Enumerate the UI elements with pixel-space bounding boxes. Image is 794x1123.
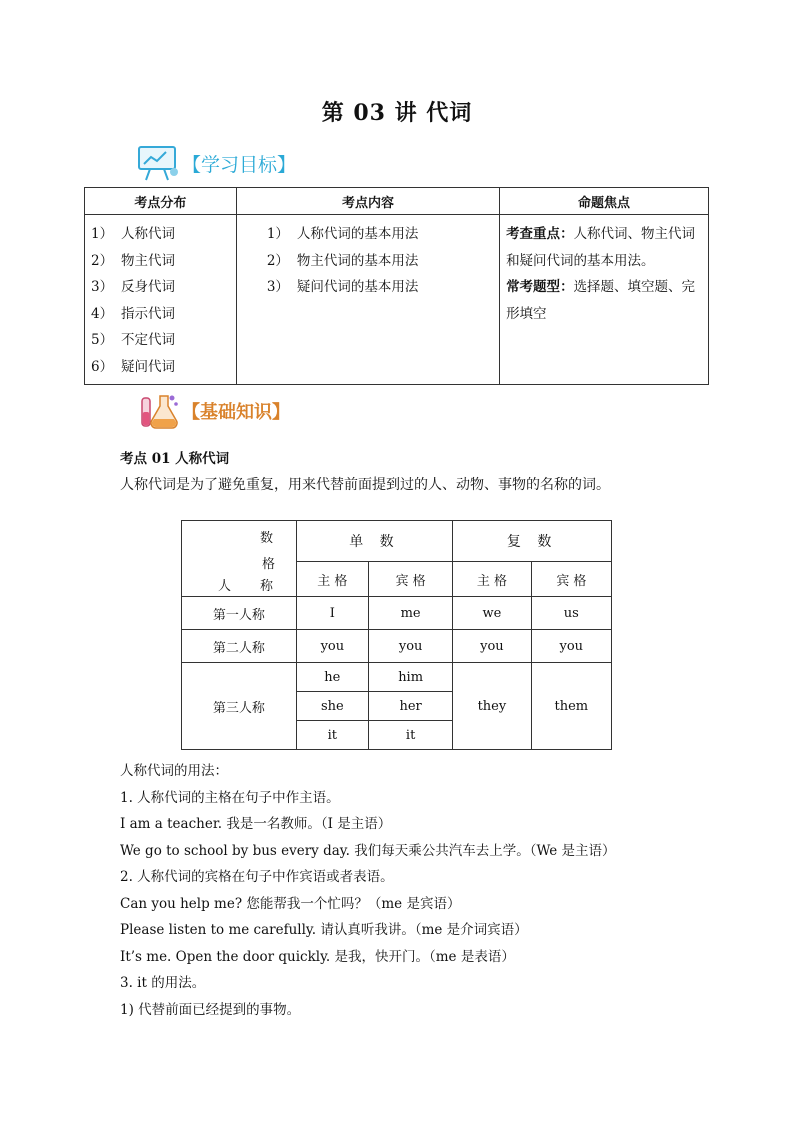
usage-line: 人称代词的用法： bbox=[120, 763, 228, 779]
table-cell: him bbox=[369, 663, 453, 692]
learning-goals-title: 【学习目标】 bbox=[182, 153, 297, 176]
row-label: 第二人称 bbox=[182, 630, 297, 663]
table-row bbox=[182, 597, 612, 630]
table-cell: her bbox=[369, 692, 453, 721]
table-cell: them bbox=[531, 663, 611, 750]
list-item: 1） 人称代词的基本用法 bbox=[266, 226, 419, 242]
focus-types: 常考题型：选择题、填空题、完形填空 bbox=[506, 279, 696, 322]
plural-subject-header: 主 格 bbox=[453, 562, 531, 597]
usage-line: 1) 代替前面已经提到的事物。 bbox=[120, 1001, 301, 1018]
page-title: 第 03 讲 代词 bbox=[321, 100, 473, 126]
table-cell: us bbox=[531, 597, 611, 630]
usage-text bbox=[120, 758, 616, 1023]
table-cell: they bbox=[453, 663, 531, 750]
usage-line: 2. 人称代词的宾格在句子中作宾语或者表语。 bbox=[120, 869, 394, 885]
table-row bbox=[182, 630, 612, 663]
goals-header-focus: 命题焦点 bbox=[500, 188, 709, 215]
corner-person-1: 人 bbox=[218, 578, 232, 594]
list-item: 2） 物主代词的基本用法 bbox=[266, 252, 419, 269]
row-label: 第三人称 bbox=[182, 663, 297, 750]
section-heading: 考点 01 人称代词 bbox=[120, 451, 230, 467]
plural-object-header: 宾 格 bbox=[531, 562, 611, 597]
focus-cell bbox=[500, 215, 709, 385]
list-item: 4） 指示代词 bbox=[91, 305, 175, 322]
corner-case: 格 bbox=[262, 556, 276, 572]
table-cell: you bbox=[531, 630, 611, 663]
usage-line: Can you help me? 您能帮我一个忙吗？（me 是宾语） bbox=[120, 895, 461, 912]
table-cell: you bbox=[453, 630, 531, 663]
learning-goals-banner bbox=[136, 144, 296, 182]
singular-header: 单 数 bbox=[296, 521, 453, 562]
goals-header-content: 考点内容 bbox=[236, 188, 499, 215]
table-cell: you bbox=[369, 630, 453, 663]
content-cell bbox=[236, 215, 499, 385]
goals-table bbox=[84, 187, 709, 385]
list-item: 3） 反身代词 bbox=[91, 279, 175, 295]
table-cell: he bbox=[296, 663, 368, 692]
table-cell: it bbox=[296, 721, 368, 750]
table-cell: you bbox=[296, 630, 368, 663]
basic-knowledge-banner bbox=[136, 392, 290, 430]
pronoun-table bbox=[181, 520, 612, 750]
table-cell: me bbox=[369, 597, 453, 630]
usage-line: It’s me. Open the door quickly. 是我，快开门。（me 是表语） bbox=[120, 948, 515, 965]
basic-knowledge-title: 【基础知识】 bbox=[182, 402, 290, 423]
usage-line: 3. it 的用法。 bbox=[120, 975, 206, 991]
row-label: 第一人称 bbox=[182, 597, 297, 630]
chemistry-flask-icon bbox=[136, 392, 180, 430]
list-item: 3） 疑问代词的基本用法 bbox=[266, 279, 419, 295]
goals-header-distribution: 考点分布 bbox=[85, 188, 237, 215]
list-item: 2） 物主代词 bbox=[91, 252, 175, 269]
list-item: 1） 人称代词 bbox=[91, 226, 175, 242]
singular-subject-header: 主 格 bbox=[296, 562, 368, 597]
table-cell: we bbox=[453, 597, 531, 630]
singular-object-header: 宾 格 bbox=[369, 562, 453, 597]
corner-cell bbox=[182, 521, 297, 597]
usage-line: I am a teacher. 我是一名教师。（I 是主语） bbox=[120, 816, 392, 832]
usage-line: We go to school by bus every day. 我们每天乘公共汽车去上学。（We 是主语） bbox=[120, 842, 616, 859]
table-row bbox=[182, 663, 612, 692]
section-intro: 人称代词是为了避免重复，用来代替前面提到过的人、动物、事物的名称的词。 bbox=[120, 477, 610, 493]
corner-number: 数 bbox=[260, 530, 274, 546]
table-cell: she bbox=[296, 692, 368, 721]
table-cell: I bbox=[296, 597, 368, 630]
table-cell: it bbox=[369, 721, 453, 750]
distribution-cell bbox=[85, 215, 237, 385]
focus-key: 考查重点：人称代词、物主代词和疑问代词的基本用法。 bbox=[506, 226, 696, 269]
presentation-board-icon bbox=[136, 144, 180, 182]
list-item: 6） 疑问代词 bbox=[91, 358, 175, 375]
corner-person-2: 称 bbox=[260, 578, 274, 594]
usage-line: 1. 人称代词的主格在句子中作主语。 bbox=[120, 789, 340, 806]
list-item: 5） 不定代词 bbox=[91, 332, 175, 348]
plural-header: 复 数 bbox=[453, 521, 612, 562]
usage-line: Please listen to me carefully. 请认真听我讲。（me 是介词宾语） bbox=[120, 922, 528, 938]
